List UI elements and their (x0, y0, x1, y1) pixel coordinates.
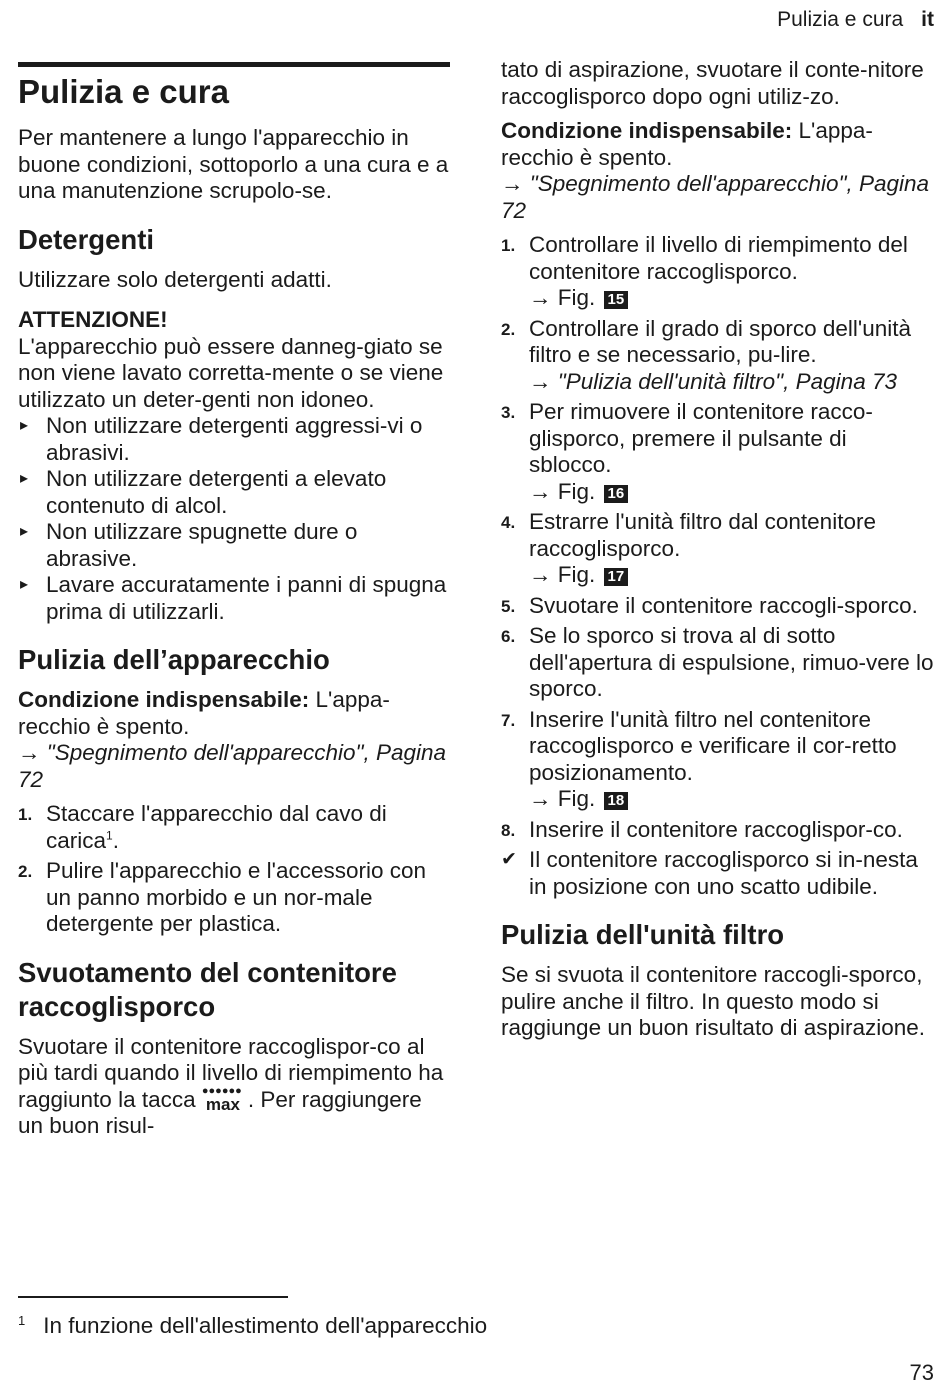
device-cleaning-steps (18, 801, 450, 938)
page-title: Pulizia e cura (18, 73, 229, 110)
max-fill-mark-icon (201, 1084, 248, 1114)
step-text: Se lo sporco si trova al di sotto dell'apertura di espulsione, rimuo-vere lo sporco. (529, 623, 934, 701)
checkmark-icon: ✔ (501, 849, 517, 870)
step-text: Inserire il contenitore raccoglispor-co. (529, 816, 903, 842)
arrow-icon: → (529, 285, 552, 310)
emptying-steps (501, 232, 935, 900)
emptying-text-continued: . Per raggiungere un buon risul- (18, 1086, 422, 1138)
step-text: Svuotare il contenitore raccogli-sporco. (529, 592, 918, 618)
step-number: 6. (501, 627, 516, 646)
step-item (18, 801, 450, 854)
figure-label: Fig. (557, 562, 596, 587)
step-number: 7. (501, 710, 516, 730)
figure-reference (529, 479, 935, 506)
step-item (501, 399, 935, 505)
intro-paragraph: Per mantenere a lungo l'apparecchio in buone condizioni, sottoporlo a una cura e a una manutenzione scrupolo-se. (18, 125, 449, 203)
step-text: Controllare il grado di sporco dell'unità filtro e se necessario, pu-lire. (529, 315, 912, 367)
figure-label: Fig. (557, 478, 596, 504)
step-text-end: . (112, 827, 119, 853)
figure-number-badge[interactable]: 15 (604, 291, 629, 309)
step-item (18, 858, 450, 938)
precondition-label: Condizione indispensabile: (18, 687, 310, 712)
emptying-text: Svuotare il contenitore raccoglispor-co al più tardi quando il livello di riempimento ha raggiunto la tacca (18, 1033, 444, 1112)
arrow-icon: → (529, 368, 552, 394)
continued-paragraph: tato di aspirazione, svuotare il conte-nitore raccoglisporco dopo ogni utiliz-zo. (501, 57, 924, 109)
step-text: Estrarre l'unità filtro dal contenitore raccoglisporco. (529, 509, 876, 561)
emptying-paragraph (18, 1034, 450, 1140)
xref-link[interactable]: "Pulizia dell'unità filtro", Pagina 73 (557, 368, 897, 394)
right-column (501, 57, 935, 1050)
list-item: ▸ Non utilizzare spugnette dure o abrasive. (18, 519, 450, 572)
figure-reference (529, 562, 935, 589)
filter-cleaning-text: Se si svuota il contenitore raccogli-sporco, pulire anche il filtro. In questo modo si raggiunge un buon risultato di aspirazione. (501, 962, 926, 1040)
step-number: 2. (501, 319, 516, 339)
arrow-icon: → (501, 171, 524, 196)
precondition-label: Condizione indispensabile: (501, 118, 793, 143)
cross-reference (18, 740, 450, 793)
step-number: 5. (501, 596, 516, 616)
result-item (501, 847, 935, 900)
detergents-heading: Detergenti (18, 223, 154, 255)
arrow-icon: → (529, 562, 552, 587)
step-item (501, 707, 935, 813)
step-text: Inserire l'unità filtro nel contenitore raccoglisporco e verificare il cor-retto posizionamento. (529, 706, 897, 785)
filter-cleaning-heading: Pulizia dell'unità filtro (501, 919, 785, 950)
xref-link[interactable]: "Spegnimento dell'apparecchio", Pagina 72 (501, 171, 930, 223)
list-item: ▸ Non utilizzare detergenti a elevato contenuto di alcol. (18, 466, 450, 519)
precondition (18, 687, 450, 740)
running-header (777, 8, 934, 32)
step-text: Pulire l'apparecchio e l'accessorio con un panno morbido e un nor-male detergente per plastica. (46, 858, 427, 936)
figure-label: Fig. (557, 786, 596, 811)
step-text: Controllare il livello di riempimento del contenitore raccoglisporco. (529, 232, 908, 284)
figure-number-badge[interactable]: 18 (604, 792, 629, 810)
device-cleaning-heading: Pulizia dell’apparecchio (18, 644, 330, 675)
cross-reference (529, 369, 935, 396)
step-number: 1. (18, 805, 33, 824)
header-section: Pulizia e cura (777, 8, 904, 31)
step-item (501, 593, 935, 620)
step-text: Per rimuovere il contenitore racco-glisporco, premere il pulsante di sblocco. (529, 399, 873, 477)
step-text: Staccare l'apparecchio dal cavo di carica (46, 801, 387, 853)
step-number: 1. (501, 236, 516, 255)
precondition-text: L'appa-recchio è spento. (18, 687, 390, 739)
step-number: 2. (18, 862, 33, 881)
figure-reference (529, 786, 935, 813)
step-item (501, 623, 935, 703)
arrow-icon: → (529, 786, 552, 811)
step-item (501, 509, 935, 589)
footnote-text: In funzione dell'allestimento dell'apparecchio (43, 1313, 488, 1338)
title-rule (18, 62, 450, 67)
max-label: max (205, 1094, 240, 1114)
figure-reference (529, 285, 935, 312)
step-number: 8. (501, 820, 516, 840)
footnote (18, 1313, 487, 1339)
step-item (501, 817, 935, 844)
result-text: Il contenitore raccoglisporco si in-nesta in posizione con uno scatto udibile. (529, 847, 918, 899)
emptying-heading: Svuotamento del contenitore raccoglisporco (18, 956, 397, 1022)
detergents-text: Utilizzare solo detergenti adatti. (18, 266, 332, 292)
precondition-text: L'appa-recchio è spento. (501, 118, 873, 170)
header-language: it (921, 8, 934, 31)
figure-label: Fig. (557, 285, 596, 310)
list-item: ▸ Lavare accuratamente i panni di spugna prima di utilizzarli. (18, 572, 450, 625)
arrow-icon: → (529, 478, 552, 504)
footnote-rule (18, 1296, 288, 1298)
warning-title: ATTENZIONE! (18, 307, 168, 332)
step-number: 3. (501, 403, 516, 422)
footnote-reference[interactable]: 1 (106, 828, 113, 842)
page-number: 73 (909, 1360, 934, 1385)
step-item (501, 316, 935, 396)
list-item: ▸ Non utilizzare detergenti aggressi-vi o abrasivi. (18, 413, 450, 466)
footnote-mark: 1 (18, 1313, 26, 1328)
cross-reference (501, 171, 935, 224)
warning-list (18, 413, 450, 625)
step-number: 4. (501, 513, 516, 532)
precondition (501, 118, 935, 171)
fill-dots: ●●●●●● (201, 1084, 242, 1097)
step-item (501, 232, 935, 312)
xref-link[interactable]: "Spegnimento dell'apparecchio", Pagina 72 (18, 740, 447, 792)
figure-number-badge[interactable]: 17 (604, 568, 629, 586)
warning-block (18, 307, 450, 413)
figure-number-badge[interactable]: 16 (604, 485, 629, 503)
arrow-icon: → (18, 740, 41, 765)
warning-text: L'apparecchio può essere danneg-giato se non viene lavato corretta-mente o se viene utilizzato un deter-genti non idoneo. (18, 333, 444, 412)
left-column (18, 62, 450, 1148)
